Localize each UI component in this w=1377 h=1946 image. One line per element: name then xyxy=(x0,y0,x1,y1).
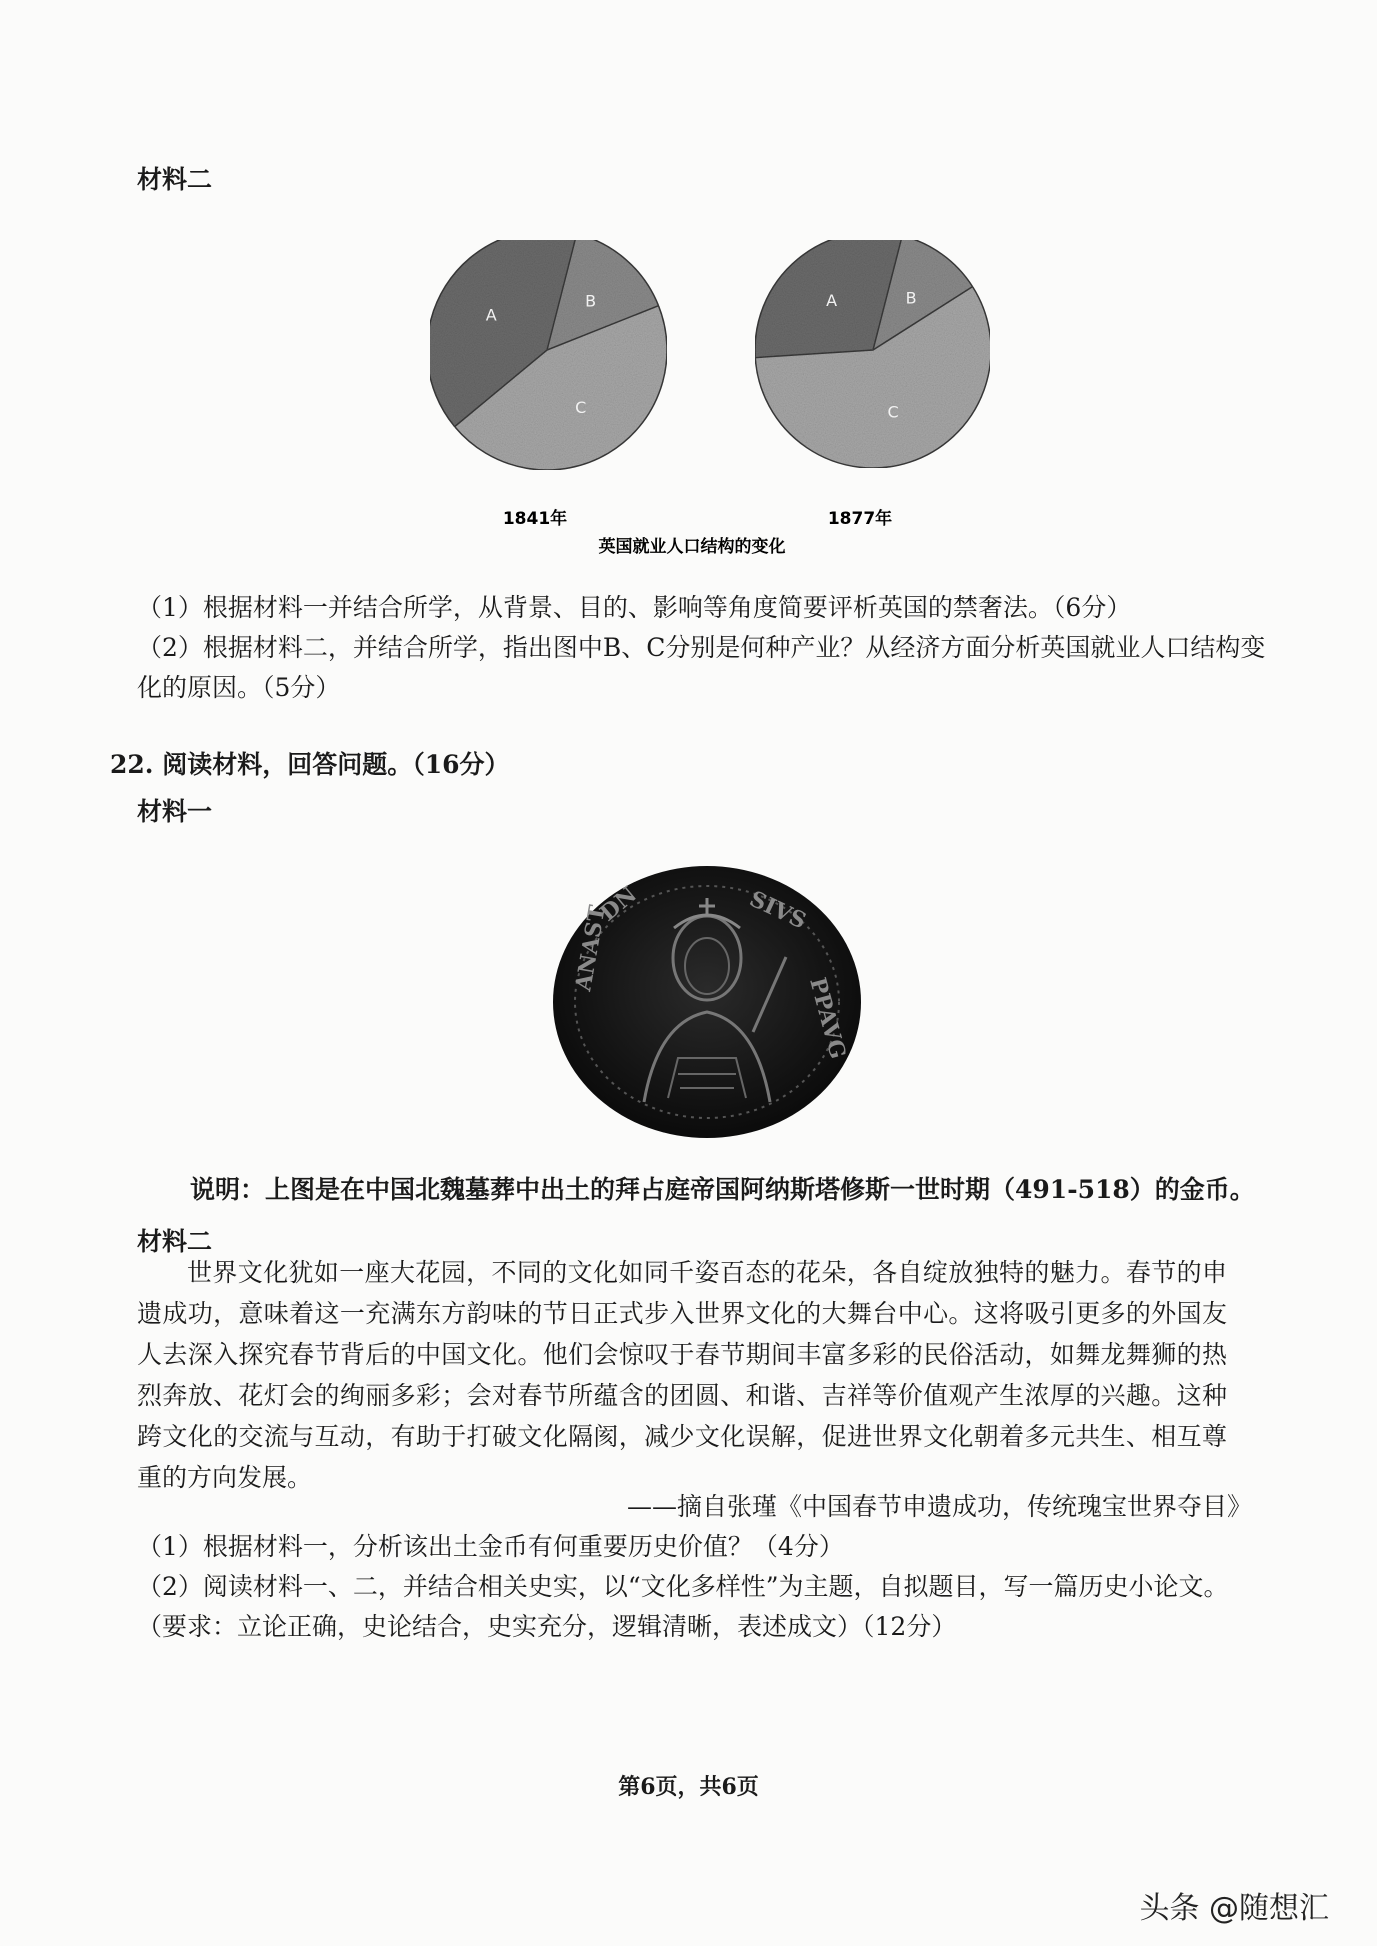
q22-header: 22. 阅读材料，回答问题。（16分） xyxy=(110,750,510,779)
svg-text:PPAVG: PPAVG xyxy=(804,974,851,1062)
pie-1841-label-c: C xyxy=(575,397,587,417)
material2-passage: 世界文化犹如一座大花园，不同的文化如同千姿百态的花朵，各自绽放独特的魅力。春节的申遗成功，意味着这一充满东方韵味的节日正式步入世界文化的大舞台中心。这将吸引更多的外国友人去深入探究春节背后的中国文化。他们会惊叹于春节期间丰富多彩的民俗活动，如舞龙舞狮的热烈奔放、花灯会的绚丽多彩；会对春节所蕴含的团圆、和谐、吉祥等价值观产生浓厚的兴趣。这种跨文化的交流与互动，有助于打破文化隔阂，减少文化误解，促进世界文化朝着多元共生、相互尊重的方向发展。 xyxy=(137,1258,1227,1492)
pie-1877-year-label: 1877年 xyxy=(827,509,893,529)
page-number: 第6页，共6页 xyxy=(618,1774,759,1800)
chart-caption: 英国就业人口结构的变化 xyxy=(598,537,786,557)
pie-1841-year-label: 1841年 xyxy=(502,509,568,529)
pie-1877-label-a: A xyxy=(826,291,838,311)
q21-question-1: （1）根据材料一并结合所学，从背景、目的、影响等角度简要评析英国的禁奢法。（6分） xyxy=(137,593,1132,622)
q22-material1-label: 材料一 xyxy=(137,797,213,826)
coin-description: 说明：上图是在中国北魏墓葬中出土的拜占庭帝国阿纳斯塔修斯一世时期（491-518）的金币。 xyxy=(190,1175,1255,1204)
byzantine-gold-coin-image xyxy=(548,862,866,1142)
employment-structure-pie-charts xyxy=(430,240,990,560)
pie-1877-label-c: C xyxy=(887,402,899,422)
material2-label: 材料二 xyxy=(137,165,213,194)
pie-1841 xyxy=(430,240,667,470)
toutiao-watermark: 头条 @随想汇 xyxy=(1139,1891,1329,1926)
q22-material2-label: 材料二 xyxy=(137,1227,213,1256)
pie-1877-label-b: B xyxy=(905,288,917,308)
svg-text:DN: DN xyxy=(595,881,642,927)
passage-source: ——摘自张瑾《中国春节申遗成功，传统瑰宝世界夺目》 xyxy=(626,1492,1252,1521)
pie-1841-label-b: B xyxy=(585,291,597,311)
pie-1877 xyxy=(755,240,990,468)
svg-text:SIVS: SIVS xyxy=(745,885,811,935)
q21-question-2: （2）根据材料二，并结合所学，指出图中B、C分别是何种产业？从经济方面分析英国就业人口结构变化的原因。（5分） xyxy=(137,633,1266,702)
q22-question-2: （2）阅读材料一、二，并结合相关史实，以“文化多样性”为主题，自拟题目，写一篇历史小论文。（要求：立论正确，史论结合，史实充分，逻辑清晰，表述成文）（12分） xyxy=(137,1572,1229,1641)
pie-1841-label-a: A xyxy=(485,305,497,325)
svg-text:ANAST: ANAST xyxy=(570,903,611,994)
q22-question-1: （1）根据材料一，分析该出土金币有何重要历史价值？（4分） xyxy=(137,1532,844,1561)
